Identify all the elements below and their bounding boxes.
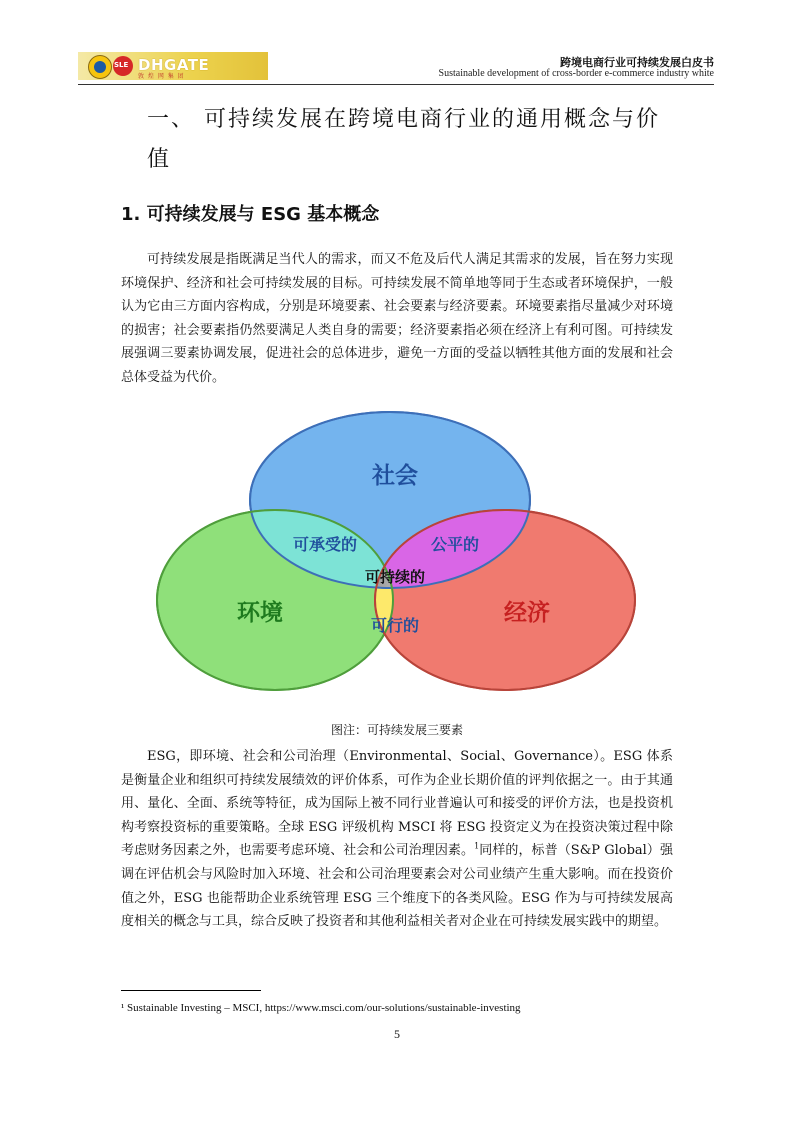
- environment-label: 环境: [237, 600, 283, 626]
- logo-text: DHGATE: [138, 56, 210, 74]
- viable-label: 可行的: [370, 616, 420, 635]
- section-title: 1. 可持续发展与 ESG 基本概念: [121, 204, 380, 225]
- footnote-text: ¹ Sustainable Investing – MSCI, https://www.msci.com/our-solutions/sustainable-investing: [121, 1002, 521, 1014]
- bearable-label: 可承受的: [292, 535, 358, 554]
- esg-text-part2: 同样的，标普（S&P Global）强调在评估机会与风险时加入环境、社会和公司治理要素会对公司业绩产生重大影响。而在投资价值之外，ESG 也能帮助企业系统管理 ESG 三个维度下的各类风险。ESG 作为与可持续发展高度相关的概念与工具，综合反映了投资者和其他利益相关者对企业在可持续发展实践中的期望。: [121, 843, 673, 930]
- page-header: [78, 52, 714, 82]
- esg-text-part1: ESG，即环境、社会和公司治理（Environmental、Social、Governance）。ESG 体系是衡量企业和组织可持续发展绩效的评价体系，可作为企业长期价值的评判依据之一。由于其通用、量化、全面、系统等特征，成为国际上被不同行业普遍认可和接受的评价方法，也是投资机构考察投资标的重要策略。全球 ESG 评级机构 MSCI 将 ESG 投资定义为在投资决策过程中除考虑财务因素之外，也需要考虑环境、社会和公司治理因素。: [121, 749, 673, 859]
- dhgate-logo: [78, 52, 268, 80]
- footnote-divider: [121, 990, 261, 991]
- sle-badge-icon: [113, 56, 133, 76]
- paragraph-esg: [121, 745, 673, 934]
- logo-subtitle: 敦 煌 网 集 团: [138, 73, 185, 80]
- header-title-en: Sustainable development of cross-border e-commerce industry white: [438, 68, 714, 79]
- sustainable-label: 可持续的: [364, 568, 426, 586]
- equitable-label: 公平的: [430, 535, 480, 554]
- page-number: 5: [394, 1027, 400, 1041]
- badge-text: SLE: [114, 61, 129, 69]
- footnote-marker[interactable]: 1: [474, 842, 480, 852]
- society-label: 社会: [372, 463, 418, 489]
- sustainability-venn-diagram: [145, 405, 650, 705]
- economy-label: 经济: [504, 600, 550, 626]
- paragraph-sustainability: 可持续发展是指既满足当代人的需求，而又不危及后代人满足其需求的发展，旨在努力实现环境保护、经济和社会可持续发展的目标。可持续发展不简单地等同于生态或者环境保护，一般认为它由三方面内容构成，分别是环境要素、社会要素与经济要素。环境要素指尽量减少对环境的损害；社会要素指仍然要满足人类自身的需要；经济要素指必须在经济上有利可图。可持续发展强调三要素协调发展，促进社会的总体进步，避免一方面的受益以牺牲其他方面的发展和社会总体受益为代价。: [121, 252, 673, 385]
- header-divider: [78, 84, 714, 85]
- globe-badge-icon: [88, 55, 112, 79]
- header-title-cn: 跨境电商行业可持续发展白皮书: [560, 56, 714, 69]
- chapter-title: 一、 可持续发展在跨境电商行业的通用概念与价值: [147, 107, 660, 172]
- figure-caption: 图注：可持续发展三要素: [330, 723, 463, 737]
